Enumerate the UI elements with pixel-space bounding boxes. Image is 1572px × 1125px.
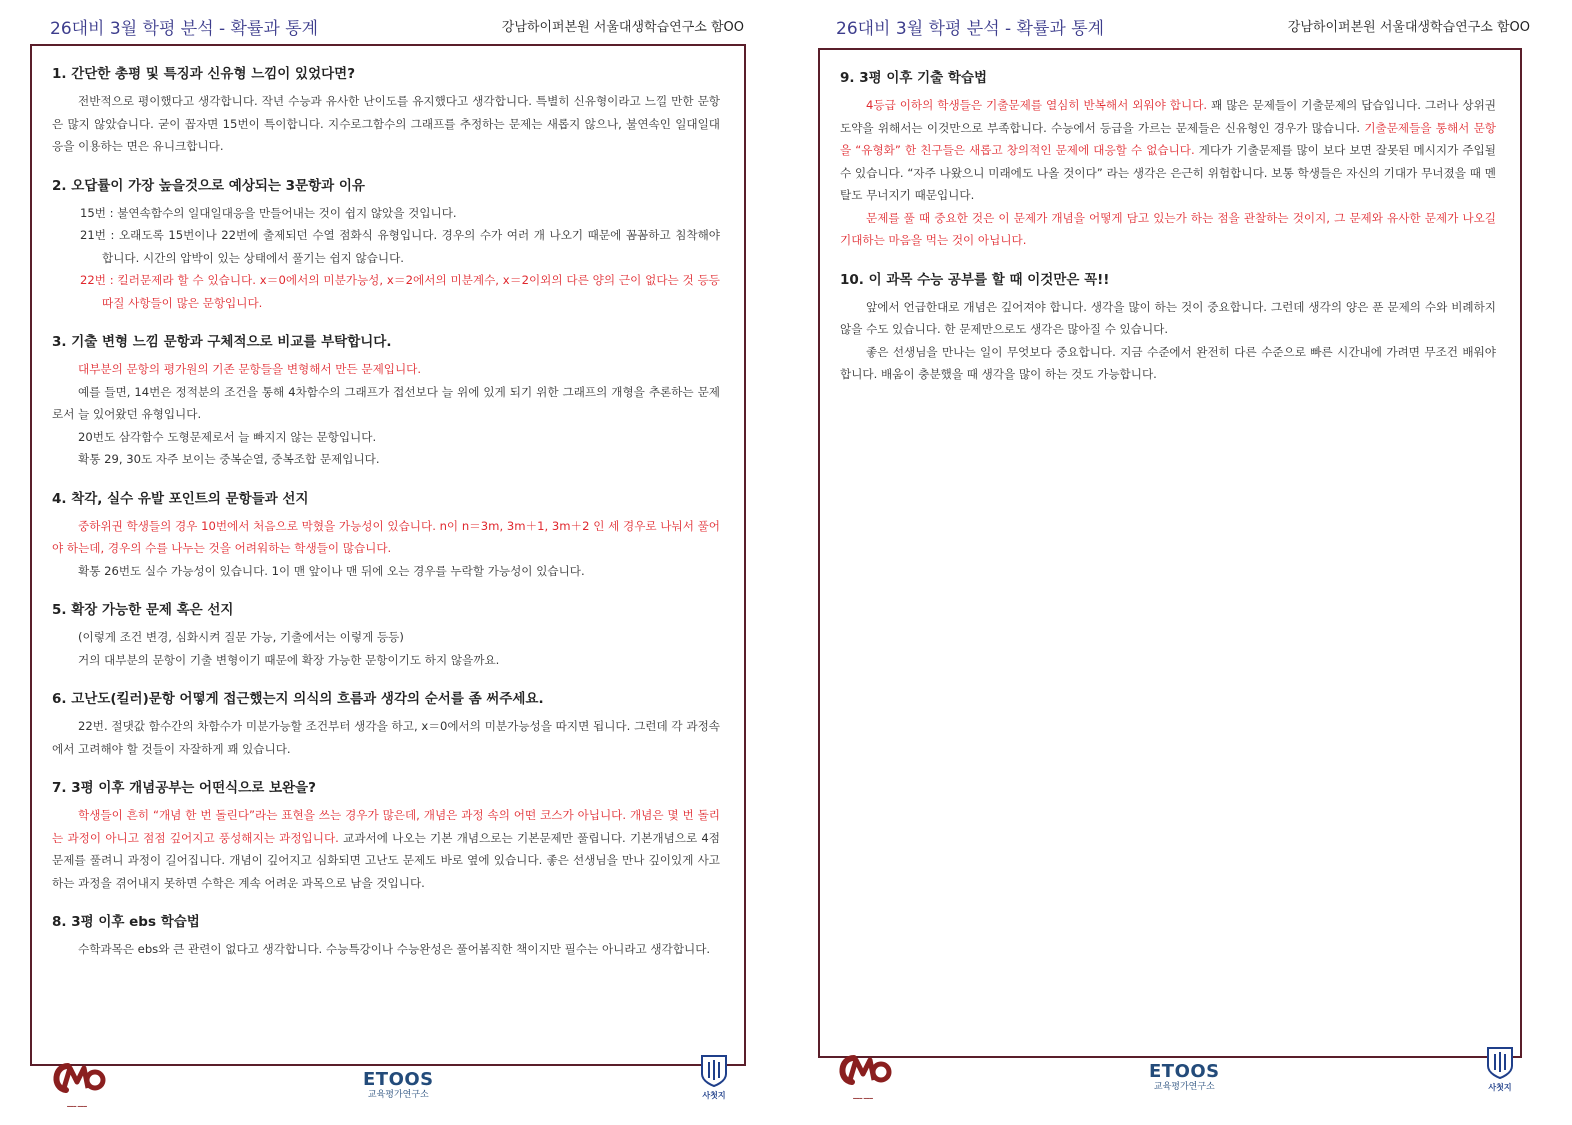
- page-title: 26대비 3월 학평 분석 - 확률과 통계: [50, 19, 319, 39]
- answer-text: 15번 : 불연속함수의 일대일대응을 만들어내는 것이 쉽지 않았을 것입니다.: [80, 205, 457, 220]
- answer-text: 22번. 절댓값 함수간의 차함수가 미분가능할 조건부터 생각을 하고, x＝0에서의 미분가능성을 따지면 됩니다. 그런데 각 과정속에서 고려해야 할 것들이 자잘하게 꽤 있습니다.: [52, 719, 720, 756]
- answer-text-highlight: 중하위권 학생들의 경우 10번에서 처음으로 막혔을 가능성이 있습니다. n이 n＝3m, 3m＋1, 3m＋2 인 세 경우로 나눠서 풀어야 하는데, 경우의 수를 나누는 것을 어려워하는 학생들이 많습니다.: [52, 518, 720, 555]
- etoos-logo-icon: [363, 1071, 434, 1101]
- answer-text: 전반적으로 평이했다고 생각합니다. 작년 수능과 유사한 난이도를 유지했다고 생각합니다. 특별히 신유형이라고 느낄 만한 문항은 많지 않았습니다. 굳이 꼽자면 15번이 특이합니다. 지수로그함수의 그래프를 추정하는 문제는 새롭지 않으나, 불연속인 일대일대응을 이용하는 면은 유니크합니다.: [52, 94, 720, 153]
- question-title: 2. 오답률이 가장 높을것으로 예상되는 3문항과 이유: [52, 177, 365, 194]
- answer-text: 수학과목은 ebs와 큰 관련이 없다고 생각합니다. 수능특강이나 수능완성은 풀어봄직한 책이지만 필수는 아니라고 생각합니다.: [78, 942, 711, 956]
- answer-text-highlight: 22번 : 킬러문제라 할 수 있습니다. x＝0에서의 미분가능성, x＝2에서의 미분계수, x＝2이외의 다른 양의 근이 없다는 것 등등 따질 사항들이 많은 문항입니다.: [80, 273, 720, 310]
- question-title: 5. 확장 가능한 문제 혹은 선지: [52, 602, 234, 618]
- question-title: 8. 3평 이후 ebs 학습법: [52, 914, 200, 930]
- question-title: 1. 간단한 총평 및 특징과 신유형 느낌이 있었다면?: [52, 66, 356, 82]
- page-header: [816, 10, 1556, 44]
- university-emblem-icon: [1482, 1046, 1518, 1093]
- question-title: 7. 3평 이후 개념공부는 어떤식으로 보완을?: [52, 780, 316, 796]
- answer-text: 좋은 선생님을 만나는 일이 무엇보다 중요합니다. 지금 수준에서 완전히 다른 수준으로 빠른 시간내에 가려면 무조건 배워야 합니다. 배움이 충분했을 때 생각을 많이 하는 것도 가능합니다.: [840, 344, 1496, 381]
- answer-text: [840, 94, 1496, 207]
- answer-text-highlight: 학생들이 흔히 “개념 한 번 돌린다”라는 표현을 쓰는 경우가 많은데, 개념은 과정 속의 어떤 코스가 아닙니다. 개념은 몇 번 돌리는 과정이 아니고 점점 깊어지고 풍성해지는 과정입니다.: [52, 808, 720, 845]
- section-q5: [52, 600, 720, 671]
- answer-text-highlight: 대부분의 문항의 평가원의 기존 문항들을 변형해서 만든 문제입니다.: [78, 362, 422, 376]
- page-header: [30, 10, 770, 44]
- answer-text: [52, 804, 720, 894]
- section-q8: [52, 912, 720, 961]
- university-emblem-icon: [696, 1054, 732, 1101]
- section-q6: [52, 689, 720, 760]
- answer-text: 20번도 삼각함수 도형문제로서 늘 빠지지 않는 문항입니다.: [78, 429, 377, 444]
- answer-text: 확통 29, 30도 자주 보이는 중복순열, 중복조합 문제입니다.: [78, 452, 380, 466]
- section-q4: [52, 489, 720, 583]
- section-q9: [840, 68, 1496, 252]
- cmo-logo-subtext: ━━━ ━━━: [853, 1096, 873, 1102]
- etoos-logo-word: ETOOS: [363, 1069, 434, 1090]
- section-q7: [52, 778, 720, 894]
- cmo-logo-icon: [48, 1058, 106, 1108]
- section-q10: [840, 270, 1496, 386]
- page-footer: [30, 1046, 770, 1116]
- answer-text: 거의 대부분의 문항이 기출 변형이기 때문에 확장 가능한 문항이기도 하지 않을까요.: [78, 652, 500, 667]
- etoos-logo-subtitle: 교육평가연구소: [367, 1090, 429, 1100]
- left-page: [30, 0, 770, 1125]
- answer-text: 예를 들면, 14번은 정적분의 조건을 통해 4차함수의 그래프가 접선보다 늘 위에 있게 되기 위한 그래프의 개형을 추론하는 문제로서 늘 있어왔던 유형입니다.: [52, 384, 720, 421]
- content-frame: [30, 44, 746, 1066]
- etoos-logo-icon: [1149, 1063, 1220, 1093]
- section-q2: [52, 176, 720, 315]
- answer-text: 21번 : 오래도록 15번이나 22번에 출제되던 수열 점화식 유형입니다. 경우의 수가 여러 개 나오기 때문에 꼼꼼하고 침착해야 합니다. 시간의 압박이 있는 상태에서 풀기는 쉽지 않습니다.: [80, 228, 720, 265]
- answer-text-rest: 교과서에 나오는 기본 개념으로는 기본문제만 풀립니다. 기본개념으로 4점 문제를 풀려니 과정이 길어집니다. 개념이 깊어지고 심화되면 고난도 문제도 바로 옆에 있습니다. 좋은 선생님을 만나 깊이있게 사고하는 과정을 겪어내지 못하면 수학은 계속 어려운 과목으로 남을 것입니다.: [52, 830, 720, 890]
- emblem-label: 사첫지: [702, 1091, 726, 1100]
- question-title: 6. 고난도(킬러)문항 어떻게 접근했는지 의식의 흐름과 생각의 순서를 좀 써주세요.: [52, 691, 544, 707]
- answer-text: 앞에서 언급한대로 개념은 깊어져야 합니다. 생각을 많이 하는 것이 중요합니다. 그런데 생각의 양은 푼 문제의 수와 비례하지 않을 수도 있습니다. 한 문제만으로도 생각은 많아질 수 있습니다.: [840, 299, 1496, 336]
- etoos-logo-word: ETOOS: [1149, 1061, 1220, 1082]
- answer-text-rest: 꽤 많은 문제들이 기출문제의 답습입니다. 그러나 상위권 도약을 위해서는 이것만으로 부족합니다. 수능에서 등급을 가르는 문제들은 신유형인 경우가 많습니다.: [840, 98, 1497, 135]
- question-title: 9. 3평 이후 기출 학습법: [840, 70, 988, 86]
- answer-text-highlight: 기출문제들을 통해서 문항을 “유형화” 한 친구들은 새롭고 창의적인 문제에 대응할 수 없습니다.: [840, 120, 1496, 157]
- answer-text: 확통 26번도 실수 가능성이 있습니다. 1이 맨 앞이나 맨 뒤에 오는 경우를 누락할 가능성이 있습니다.: [78, 563, 585, 578]
- emblem-label: 사첫지: [1488, 1083, 1512, 1092]
- content-body: [840, 68, 1496, 404]
- cmo-logo-icon: [834, 1050, 892, 1100]
- answer-text-highlight: 문제를 풀 때 중요한 것은 이 문제가 개념을 어떻게 담고 있는가 하는 점을 관찰하는 것이지, 그 문제와 유사한 문제가 나오길 기대하는 마음을 먹는 것이 아닙니다.: [840, 210, 1496, 247]
- page-footer: [816, 1038, 1556, 1108]
- etoos-logo-subtitle: 교육평가연구소: [1153, 1082, 1215, 1092]
- author-org: 강남하이퍼본원 서울대생학습연구소 함OO: [501, 20, 744, 35]
- section-q3: [52, 332, 720, 471]
- content-frame: [818, 48, 1522, 1058]
- answer-text: (이렇게 조건 변경, 심화시켜 질문 가능, 기출에서는 이렇게 등등): [78, 630, 404, 644]
- question-title: 10. 이 과목 수능 공부를 할 때 이것만은 꼭!!: [840, 271, 1110, 288]
- cmo-logo-subtext: ━━━ ━━━: [67, 1104, 87, 1110]
- right-page: [816, 0, 1556, 1125]
- answer-text-rest: 게다가 기출문제를 많이 보다 보면 잘못된 메시지가 주입될 수 있습니다. “자주 나왔으니 미래에도 나올 것이다” 라는 생각은 은근히 위험합니다. 보통 학생들은 자신의 기대가 무너졌을 때 멘탈도 무너지기 때문입니다.: [840, 143, 1496, 202]
- question-title: 3. 기출 변형 느낌 문항과 구체적으로 비교를 부탁합니다.: [52, 334, 392, 350]
- answer-text-highlight: 4등급 이하의 학생들은 기출문제를 열심히 반복해서 외워야 합니다.: [866, 98, 1208, 112]
- question-title: 4. 착각, 실수 유발 포인트의 문항들과 선지: [52, 490, 309, 507]
- section-q1: [52, 64, 720, 158]
- page-title: 26대비 3월 학평 분석 - 확률과 통계: [836, 19, 1105, 39]
- content-body: [52, 64, 720, 979]
- author-org: 강남하이퍼본원 서울대생학습연구소 함OO: [1287, 20, 1530, 35]
